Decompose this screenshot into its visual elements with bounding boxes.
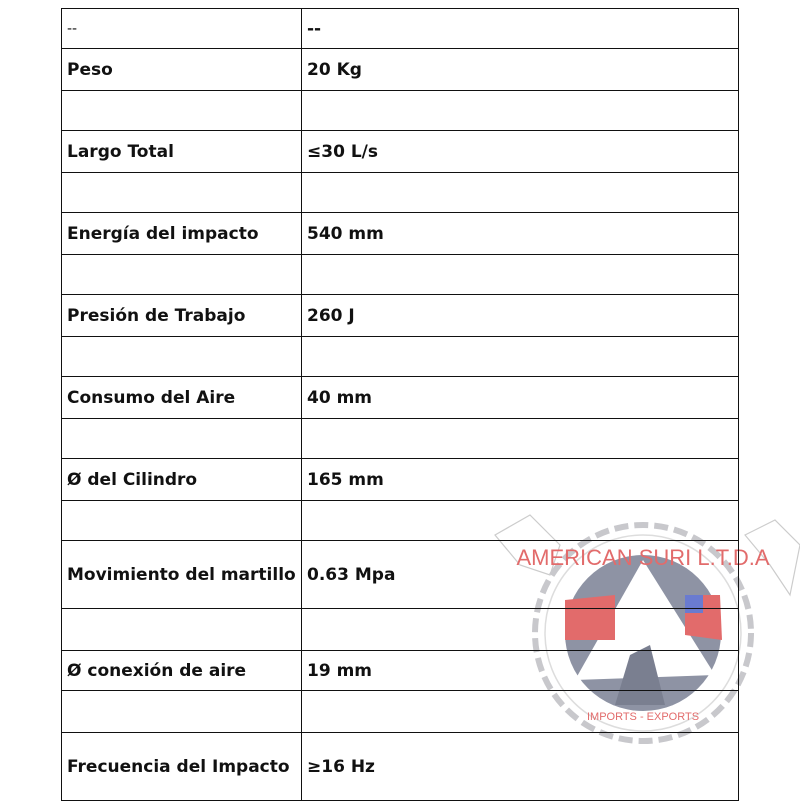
spec-label: Energía del impacto xyxy=(62,213,302,255)
table-row xyxy=(62,541,739,609)
spec-label: Ø conexión de aire xyxy=(62,651,302,691)
empty-row xyxy=(62,691,739,733)
table-row xyxy=(62,49,739,91)
spec-value: 260 J xyxy=(302,295,739,337)
svg-text:AMERICAN SURI L.T.D.A: AMERICAN SURI L.T.D.A xyxy=(516,545,770,570)
spec-label: Movimiento del martillo xyxy=(62,541,302,609)
table-row xyxy=(62,295,739,337)
spec-value: 20 Kg xyxy=(302,49,739,91)
table-row xyxy=(62,459,739,501)
empty-row xyxy=(62,337,739,377)
header-col2: -- xyxy=(302,9,739,49)
spec-label: Consumo del Aire xyxy=(62,377,302,419)
empty-row xyxy=(62,91,739,131)
table-header-row xyxy=(62,9,739,49)
table-row xyxy=(62,377,739,419)
spec-label: Ø del Cilindro xyxy=(62,459,302,501)
spec-value: 0.63 Mpa xyxy=(302,541,739,609)
specifications-table xyxy=(61,8,739,801)
spec-value: 40 mm xyxy=(302,377,739,419)
spec-label: Frecuencia del Impacto xyxy=(62,733,302,801)
spec-value: ≤30 L/s xyxy=(302,131,739,173)
spec-label: Presión de Trabajo xyxy=(62,295,302,337)
spec-value: 165 mm xyxy=(302,459,739,501)
table-row xyxy=(62,131,739,173)
table-row xyxy=(62,651,739,691)
header-col1: -- xyxy=(62,9,302,49)
empty-row xyxy=(62,419,739,459)
spec-label: Largo Total xyxy=(62,131,302,173)
spec-value: 19 mm xyxy=(302,651,739,691)
empty-row xyxy=(62,173,739,213)
spec-value: ≥16 Hz xyxy=(302,733,739,801)
empty-row xyxy=(62,609,739,651)
table-row xyxy=(62,733,739,801)
svg-text:IMPORTS - EXPORTS: IMPORTS - EXPORTS xyxy=(586,711,700,723)
empty-row xyxy=(62,501,739,541)
spec-value: 540 mm xyxy=(302,213,739,255)
table-row xyxy=(62,213,739,255)
empty-row xyxy=(62,255,739,295)
spec-label: Peso xyxy=(62,49,302,91)
